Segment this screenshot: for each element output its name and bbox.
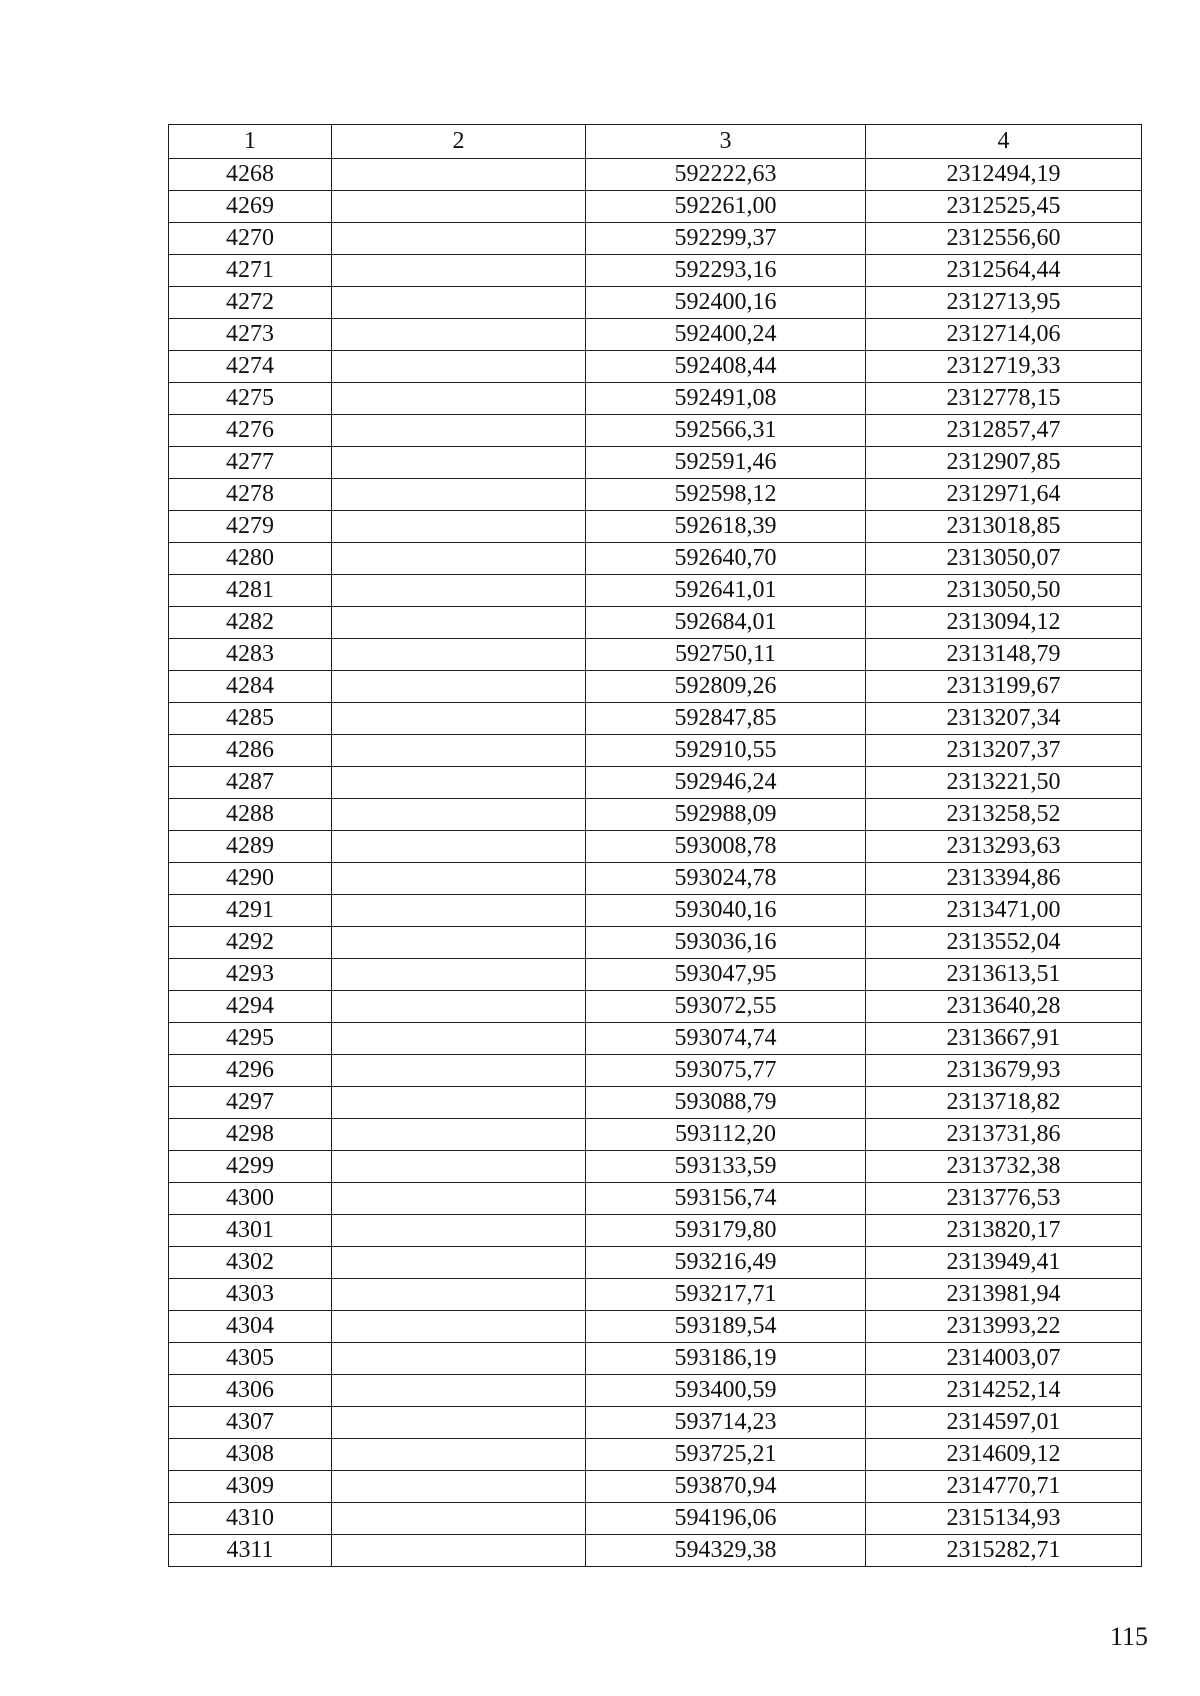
empty-cell: [332, 703, 586, 735]
table-row: [169, 1439, 1142, 1471]
y-coordinate-cell: 2312714,06: [866, 319, 1142, 351]
x-coordinate-cell: 593217,71: [586, 1279, 866, 1311]
x-coordinate-cell: 594329,38: [586, 1535, 866, 1567]
y-coordinate-cell: 2314003,07: [866, 1343, 1142, 1375]
empty-cell: [332, 1375, 586, 1407]
table-row: [169, 1279, 1142, 1311]
empty-cell: [332, 831, 586, 863]
point-number-cell: 4295: [169, 1023, 332, 1055]
x-coordinate-cell: 592640,70: [586, 543, 866, 575]
empty-cell: [332, 895, 586, 927]
empty-cell: [332, 671, 586, 703]
point-number-cell: 4301: [169, 1215, 332, 1247]
point-number-cell: 4275: [169, 383, 332, 415]
table-row: [169, 575, 1142, 607]
point-number-cell: 4294: [169, 991, 332, 1023]
x-coordinate-cell: 593189,54: [586, 1311, 866, 1343]
y-coordinate-cell: 2313258,52: [866, 799, 1142, 831]
x-coordinate-cell: 593036,16: [586, 927, 866, 959]
y-coordinate-cell: 2313731,86: [866, 1119, 1142, 1151]
table-row: [169, 799, 1142, 831]
point-number-cell: 4300: [169, 1183, 332, 1215]
table-header: [169, 125, 1142, 159]
table-row: [169, 895, 1142, 927]
x-coordinate-cell: 593870,94: [586, 1471, 866, 1503]
empty-cell: [332, 799, 586, 831]
y-coordinate-cell: 2313640,28: [866, 991, 1142, 1023]
column-header: 1: [169, 125, 332, 159]
x-coordinate-cell: 592946,24: [586, 767, 866, 799]
point-number-cell: 4293: [169, 959, 332, 991]
table-row: [169, 735, 1142, 767]
empty-cell: [332, 159, 586, 191]
point-number-cell: 4297: [169, 1087, 332, 1119]
x-coordinate-cell: 593112,20: [586, 1119, 866, 1151]
table-row: [169, 767, 1142, 799]
coordinates-table: [168, 124, 1142, 1567]
x-coordinate-cell: 593179,80: [586, 1215, 866, 1247]
empty-cell: [332, 1023, 586, 1055]
y-coordinate-cell: 2314252,14: [866, 1375, 1142, 1407]
y-coordinate-cell: 2313820,17: [866, 1215, 1142, 1247]
empty-cell: [332, 575, 586, 607]
y-coordinate-cell: 2312778,15: [866, 383, 1142, 415]
y-coordinate-cell: 2314609,12: [866, 1439, 1142, 1471]
empty-cell: [332, 1247, 586, 1279]
table-row: [169, 511, 1142, 543]
empty-cell: [332, 351, 586, 383]
empty-cell: [332, 1439, 586, 1471]
empty-cell: [332, 287, 586, 319]
y-coordinate-cell: 2313394,86: [866, 863, 1142, 895]
x-coordinate-cell: 593714,23: [586, 1407, 866, 1439]
point-number-cell: 4279: [169, 511, 332, 543]
table-row: [169, 863, 1142, 895]
point-number-cell: 4273: [169, 319, 332, 351]
table-row: [169, 1375, 1142, 1407]
table-row: [169, 319, 1142, 351]
x-coordinate-cell: 592988,09: [586, 799, 866, 831]
point-number-cell: 4307: [169, 1407, 332, 1439]
y-coordinate-cell: 2313993,22: [866, 1311, 1142, 1343]
table-row: [169, 991, 1142, 1023]
table-header-row: [169, 125, 1142, 159]
point-number-cell: 4291: [169, 895, 332, 927]
empty-cell: [332, 607, 586, 639]
y-coordinate-cell: 2313293,63: [866, 831, 1142, 863]
point-number-cell: 4282: [169, 607, 332, 639]
x-coordinate-cell: 592809,26: [586, 671, 866, 703]
x-coordinate-cell: 592299,37: [586, 223, 866, 255]
point-number-cell: 4268: [169, 159, 332, 191]
table-row: [169, 1503, 1142, 1535]
x-coordinate-cell: 592618,39: [586, 511, 866, 543]
table-row: [169, 1119, 1142, 1151]
x-coordinate-cell: 593186,19: [586, 1343, 866, 1375]
empty-cell: [332, 479, 586, 511]
point-number-cell: 4302: [169, 1247, 332, 1279]
table-row: [169, 607, 1142, 639]
x-coordinate-cell: 592641,01: [586, 575, 866, 607]
empty-cell: [332, 1055, 586, 1087]
y-coordinate-cell: 2313552,04: [866, 927, 1142, 959]
point-number-cell: 4303: [169, 1279, 332, 1311]
y-coordinate-cell: 2313732,38: [866, 1151, 1142, 1183]
x-coordinate-cell: 592293,16: [586, 255, 866, 287]
table-row: [169, 351, 1142, 383]
table-row: [169, 255, 1142, 287]
table-body: [169, 159, 1142, 1567]
x-coordinate-cell: 593040,16: [586, 895, 866, 927]
point-number-cell: 4278: [169, 479, 332, 511]
point-number-cell: 4299: [169, 1151, 332, 1183]
table-row: [169, 959, 1142, 991]
x-coordinate-cell: 593156,74: [586, 1183, 866, 1215]
y-coordinate-cell: 2315134,93: [866, 1503, 1142, 1535]
table-row: [169, 191, 1142, 223]
point-number-cell: 4284: [169, 671, 332, 703]
table-row: [169, 479, 1142, 511]
empty-cell: [332, 639, 586, 671]
y-coordinate-cell: 2315282,71: [866, 1535, 1142, 1567]
table-row: [169, 1055, 1142, 1087]
y-coordinate-cell: 2313679,93: [866, 1055, 1142, 1087]
point-number-cell: 4289: [169, 831, 332, 863]
point-number-cell: 4287: [169, 767, 332, 799]
empty-cell: [332, 1183, 586, 1215]
table-row: [169, 927, 1142, 959]
column-header: 4: [866, 125, 1142, 159]
x-coordinate-cell: 593133,59: [586, 1151, 866, 1183]
y-coordinate-cell: 2313613,51: [866, 959, 1142, 991]
point-number-cell: 4306: [169, 1375, 332, 1407]
y-coordinate-cell: 2313050,50: [866, 575, 1142, 607]
y-coordinate-cell: 2312971,64: [866, 479, 1142, 511]
empty-cell: [332, 1119, 586, 1151]
empty-cell: [332, 543, 586, 575]
table-row: [169, 1183, 1142, 1215]
x-coordinate-cell: 592222,63: [586, 159, 866, 191]
point-number-cell: 4271: [169, 255, 332, 287]
table-row: [169, 831, 1142, 863]
empty-cell: [332, 1535, 586, 1567]
empty-cell: [332, 319, 586, 351]
x-coordinate-cell: 592261,00: [586, 191, 866, 223]
point-number-cell: 4296: [169, 1055, 332, 1087]
x-coordinate-cell: 593047,95: [586, 959, 866, 991]
x-coordinate-cell: 592566,31: [586, 415, 866, 447]
table-row: [169, 1535, 1142, 1567]
empty-cell: [332, 255, 586, 287]
table-row: [169, 1247, 1142, 1279]
column-header: 3: [586, 125, 866, 159]
empty-cell: [332, 991, 586, 1023]
empty-cell: [332, 735, 586, 767]
empty-cell: [332, 191, 586, 223]
x-coordinate-cell: 593024,78: [586, 863, 866, 895]
empty-cell: [332, 1215, 586, 1247]
x-coordinate-cell: 592591,46: [586, 447, 866, 479]
empty-cell: [332, 1279, 586, 1311]
table-row: [169, 1023, 1142, 1055]
x-coordinate-cell: 592491,08: [586, 383, 866, 415]
x-coordinate-cell: 593400,59: [586, 1375, 866, 1407]
empty-cell: [332, 447, 586, 479]
table-row: [169, 383, 1142, 415]
y-coordinate-cell: 2313207,37: [866, 735, 1142, 767]
y-coordinate-cell: 2313949,41: [866, 1247, 1142, 1279]
table-row: [169, 1471, 1142, 1503]
y-coordinate-cell: 2312719,33: [866, 351, 1142, 383]
table-row: [169, 1151, 1142, 1183]
y-coordinate-cell: 2312564,44: [866, 255, 1142, 287]
point-number-cell: 4310: [169, 1503, 332, 1535]
x-coordinate-cell: 593072,55: [586, 991, 866, 1023]
point-number-cell: 4281: [169, 575, 332, 607]
y-coordinate-cell: 2312525,45: [866, 191, 1142, 223]
point-number-cell: 4285: [169, 703, 332, 735]
point-number-cell: 4304: [169, 1311, 332, 1343]
point-number-cell: 4286: [169, 735, 332, 767]
empty-cell: [332, 383, 586, 415]
table-row: [169, 223, 1142, 255]
x-coordinate-cell: 593725,21: [586, 1439, 866, 1471]
empty-cell: [332, 927, 586, 959]
column-header: 2: [332, 125, 586, 159]
table-row: [169, 639, 1142, 671]
x-coordinate-cell: 592847,85: [586, 703, 866, 735]
table-row: [169, 543, 1142, 575]
table-row: [169, 703, 1142, 735]
point-number-cell: 4274: [169, 351, 332, 383]
x-coordinate-cell: 592400,24: [586, 319, 866, 351]
empty-cell: [332, 415, 586, 447]
empty-cell: [332, 959, 586, 991]
y-coordinate-cell: 2313207,34: [866, 703, 1142, 735]
empty-cell: [332, 1503, 586, 1535]
point-number-cell: 4308: [169, 1439, 332, 1471]
x-coordinate-cell: 593088,79: [586, 1087, 866, 1119]
table-row: [169, 671, 1142, 703]
y-coordinate-cell: 2312494,19: [866, 159, 1142, 191]
point-number-cell: 4305: [169, 1343, 332, 1375]
x-coordinate-cell: 593216,49: [586, 1247, 866, 1279]
empty-cell: [332, 1471, 586, 1503]
x-coordinate-cell: 593075,77: [586, 1055, 866, 1087]
empty-cell: [332, 223, 586, 255]
y-coordinate-cell: 2313148,79: [866, 639, 1142, 671]
point-number-cell: 4283: [169, 639, 332, 671]
y-coordinate-cell: 2313199,67: [866, 671, 1142, 703]
y-coordinate-cell: 2312556,60: [866, 223, 1142, 255]
table-row: [169, 1343, 1142, 1375]
y-coordinate-cell: 2313221,50: [866, 767, 1142, 799]
point-number-cell: 4311: [169, 1535, 332, 1567]
x-coordinate-cell: 592408,44: [586, 351, 866, 383]
point-number-cell: 4280: [169, 543, 332, 575]
y-coordinate-cell: 2313050,07: [866, 543, 1142, 575]
y-coordinate-cell: 2314597,01: [866, 1407, 1142, 1439]
x-coordinate-cell: 592598,12: [586, 479, 866, 511]
point-number-cell: 4292: [169, 927, 332, 959]
y-coordinate-cell: 2313018,85: [866, 511, 1142, 543]
point-number-cell: 4290: [169, 863, 332, 895]
y-coordinate-cell: 2313776,53: [866, 1183, 1142, 1215]
y-coordinate-cell: 2314770,71: [866, 1471, 1142, 1503]
point-number-cell: 4272: [169, 287, 332, 319]
y-coordinate-cell: 2313718,82: [866, 1087, 1142, 1119]
empty-cell: [332, 511, 586, 543]
empty-cell: [332, 1311, 586, 1343]
y-coordinate-cell: 2313094,12: [866, 607, 1142, 639]
table-row: [169, 159, 1142, 191]
x-coordinate-cell: 593074,74: [586, 1023, 866, 1055]
x-coordinate-cell: 592910,55: [586, 735, 866, 767]
empty-cell: [332, 1407, 586, 1439]
x-coordinate-cell: 592750,11: [586, 639, 866, 671]
y-coordinate-cell: 2312857,47: [866, 415, 1142, 447]
page-number: 115: [1109, 1622, 1148, 1651]
empty-cell: [332, 1087, 586, 1119]
x-coordinate-cell: 592400,16: [586, 287, 866, 319]
table-row: [169, 1087, 1142, 1119]
point-number-cell: 4276: [169, 415, 332, 447]
table-row: [169, 415, 1142, 447]
point-number-cell: 4288: [169, 799, 332, 831]
x-coordinate-cell: 593008,78: [586, 831, 866, 863]
y-coordinate-cell: 2312907,85: [866, 447, 1142, 479]
table-row: [169, 1407, 1142, 1439]
table-row: [169, 447, 1142, 479]
empty-cell: [332, 1343, 586, 1375]
y-coordinate-cell: 2313667,91: [866, 1023, 1142, 1055]
point-number-cell: 4270: [169, 223, 332, 255]
x-coordinate-cell: 594196,06: [586, 1503, 866, 1535]
point-number-cell: 4277: [169, 447, 332, 479]
y-coordinate-cell: 2313981,94: [866, 1279, 1142, 1311]
table-row: [169, 1311, 1142, 1343]
table-row: [169, 1215, 1142, 1247]
point-number-cell: 4269: [169, 191, 332, 223]
empty-cell: [332, 767, 586, 799]
y-coordinate-cell: 2313471,00: [866, 895, 1142, 927]
empty-cell: [332, 1151, 586, 1183]
point-number-cell: 4298: [169, 1119, 332, 1151]
y-coordinate-cell: 2312713,95: [866, 287, 1142, 319]
point-number-cell: 4309: [169, 1471, 332, 1503]
table-row: [169, 287, 1142, 319]
x-coordinate-cell: 592684,01: [586, 607, 866, 639]
empty-cell: [332, 863, 586, 895]
